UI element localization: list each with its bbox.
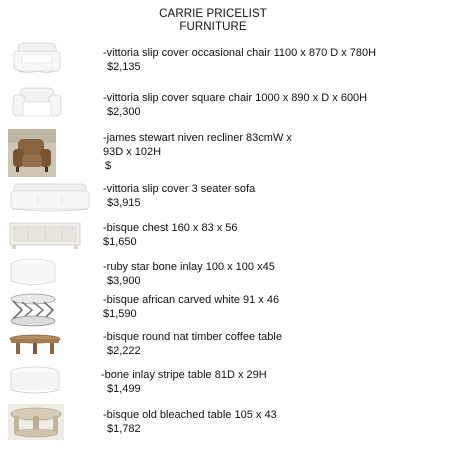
item-price: $1,590 [103, 308, 137, 320]
pricelist-item [103, 408, 443, 436]
pricelist-item [103, 182, 443, 210]
square-chair-image [8, 82, 66, 122]
item-description: -bisque round nat timber coffee table [103, 331, 282, 343]
item-description: 93D x 102H [103, 146, 162, 158]
item-description: -vittoria slip cover square chair 1000 x 890 x D x 600H [103, 92, 368, 104]
pricelist-title: CARRIE PRICELIST [159, 8, 267, 20]
three-seater-sofa-image [8, 181, 92, 215]
item-price: $3,900 [107, 275, 141, 287]
pricelist-subtitle: FURNITURE [179, 21, 247, 33]
pricelist-item [103, 330, 443, 358]
item-price: $ [105, 160, 112, 172]
african-carved-table-image [8, 293, 58, 327]
item-description: -bisque chest 160 x 83 x 56 [103, 222, 238, 234]
pricelist-item [103, 368, 443, 396]
pricelist-item [103, 46, 443, 74]
timber-coffee-table-image [8, 333, 62, 357]
pricelist-item [103, 221, 443, 249]
item-description: -ruby star bone inlay 100 x 100 x45 [103, 261, 275, 273]
item-description: -bisque old bleached table 105 x 43 [103, 409, 277, 421]
recliner-image [8, 129, 56, 177]
item-description: -james stewart niven recliner 83cmW x [103, 132, 292, 144]
bisque-chest-image [8, 219, 82, 251]
item-price: $1,499 [107, 383, 141, 395]
pricelist-item [103, 260, 443, 288]
bleached-table-image [8, 404, 64, 440]
item-price: $1,650 [103, 236, 137, 248]
item-price: $1,782 [107, 423, 141, 435]
item-description: -bisque african carved white 91 x 46 [103, 294, 280, 306]
stripe-drum-table-image [8, 365, 62, 397]
item-price: $2,222 [107, 345, 141, 357]
item-price: $3,915 [107, 197, 141, 209]
item-price: $2,135 [107, 61, 141, 73]
item-price: $2,300 [107, 106, 141, 118]
item-description: -vittoria slip cover occasional chair 1100 x 870 D x 780H [103, 47, 377, 59]
bone-inlay-round-table-image [8, 257, 58, 289]
item-description: -bone inlay stripe table 81D x 29H [101, 369, 267, 381]
pricelist-item [103, 131, 443, 173]
item-description: -vittoria slip cover 3 seater sofa [103, 183, 256, 195]
pricelist-item [103, 91, 443, 119]
pricelist-item [103, 293, 443, 321]
occasional-chair-image [8, 37, 66, 77]
